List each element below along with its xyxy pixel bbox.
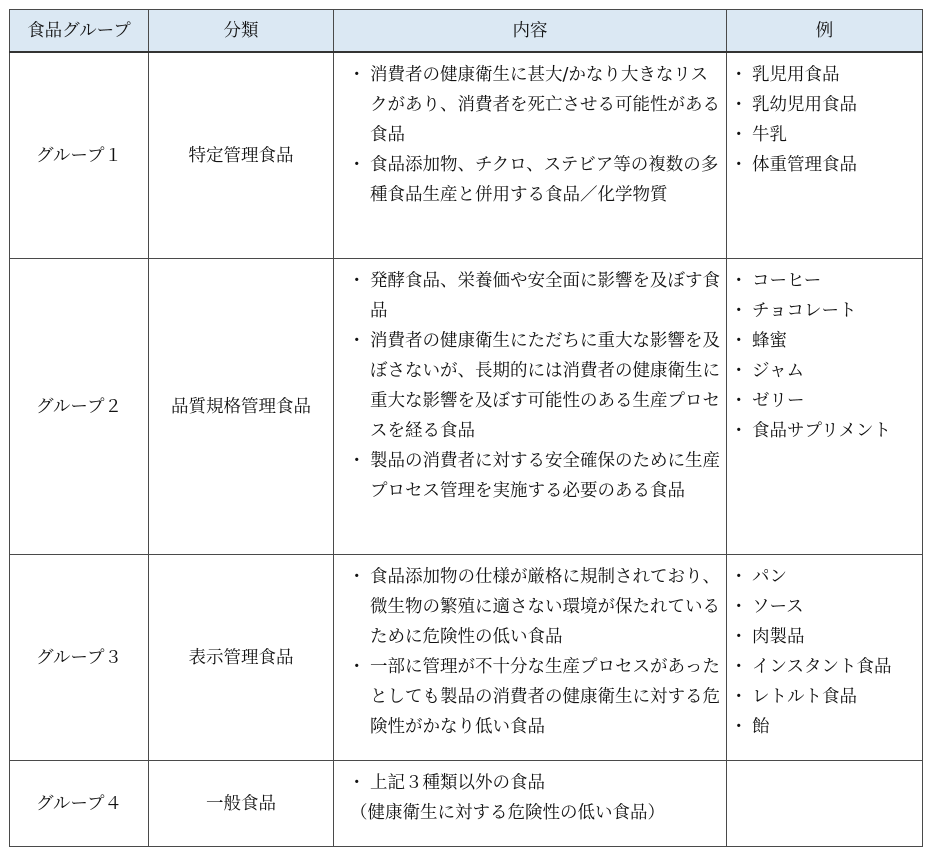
example-item: ・ ゼリー (732, 386, 920, 416)
content-item: ・ 上記３種類以外の食品 (350, 768, 720, 798)
content-list (350, 562, 720, 742)
group-cell: グループ４ (10, 761, 149, 847)
content-item: ・ 食品添加物、チクロ、ステビア等の複数の多種食品生産と併用する食品／化学物質 (350, 150, 720, 210)
example-item: ・ レトルト食品 (732, 682, 920, 712)
content-list (350, 60, 720, 210)
content-item: ・ 発酵食品、栄養価や安全面に影響を及ぼす食品 (350, 266, 720, 326)
example-item: ・ 乳児用食品 (732, 60, 920, 90)
content-cell (334, 52, 727, 259)
examples-cell (727, 761, 923, 847)
table-row (10, 259, 923, 555)
food-group-table (9, 9, 923, 847)
example-item: ・ チョコレート (732, 296, 920, 326)
examples-cell (727, 52, 923, 259)
category-cell: 一般食品 (149, 761, 334, 847)
content-note: （健康衛生に対する危険性の低い食品） (350, 803, 665, 823)
header-category: 分類 (149, 10, 334, 53)
example-item: ・ 食品サプリメント (732, 416, 920, 446)
group-cell: グループ２ (10, 259, 149, 555)
example-item: ・ 体重管理食品 (732, 150, 920, 180)
example-item: ・ コーヒー (732, 266, 920, 296)
header-examples: 例 (727, 10, 923, 53)
content-item: ・ 食品添加物の仕様が厳格に規制されており、微生物の繁殖に適さない環境が保たれているために危険性の低い食品 (350, 562, 720, 652)
example-item: ・ 蜂蜜 (732, 326, 920, 356)
category-cell: 表示管理食品 (149, 555, 334, 761)
group-cell: グループ３ (10, 555, 149, 761)
content-item: ・ 製品の消費者に対する安全確保のために生産プロセス管理を実施する必要のある食品 (350, 446, 720, 506)
example-item: ・ 牛乳 (732, 120, 920, 150)
content-cell (334, 259, 727, 555)
examples-cell (727, 555, 923, 761)
content-item: ・ 一部に管理が不十分な生産プロセスがあったとしても製品の消費者の健康衛生に対する危険性がかなり低い食品 (350, 652, 720, 742)
examples-list (732, 562, 920, 742)
examples-cell (727, 259, 923, 555)
table-row (10, 555, 923, 761)
table-row (10, 761, 923, 847)
content-cell (334, 555, 727, 761)
content-list (350, 266, 720, 506)
example-item: ・ ソース (732, 592, 920, 622)
example-item: ・ 飴 (732, 712, 920, 742)
content-item: ・ 消費者の健康衛生にただちに重大な影響を及ぼさないが、長期的には消費者の健康衛生に重大な影響を及ぼす可能性のある生産プロセスを経る食品 (350, 326, 720, 446)
content-item: ・ 消費者の健康衛生に甚大/かなり大きなリスクがあり、消費者を死亡させる可能性がある食品 (350, 60, 720, 150)
example-item: ・ パン (732, 562, 920, 592)
example-item: ・ ジャム (732, 356, 920, 386)
content-cell (334, 761, 727, 847)
example-item: ・ 肉製品 (732, 622, 920, 652)
food-group-table-container (9, 9, 923, 847)
example-item: ・ 乳幼児用食品 (732, 90, 920, 120)
examples-list (732, 60, 920, 180)
content-list (350, 768, 720, 798)
header-food-group: 食品グループ (10, 10, 149, 53)
header-content: 内容 (334, 10, 727, 53)
examples-list (732, 266, 920, 446)
example-item: ・ インスタント食品 (732, 652, 920, 682)
category-cell: 品質規格管理食品 (149, 259, 334, 555)
category-cell: 特定管理食品 (149, 52, 334, 259)
table-row (10, 52, 923, 259)
group-cell: グループ１ (10, 52, 149, 259)
table-header-row (10, 10, 923, 53)
